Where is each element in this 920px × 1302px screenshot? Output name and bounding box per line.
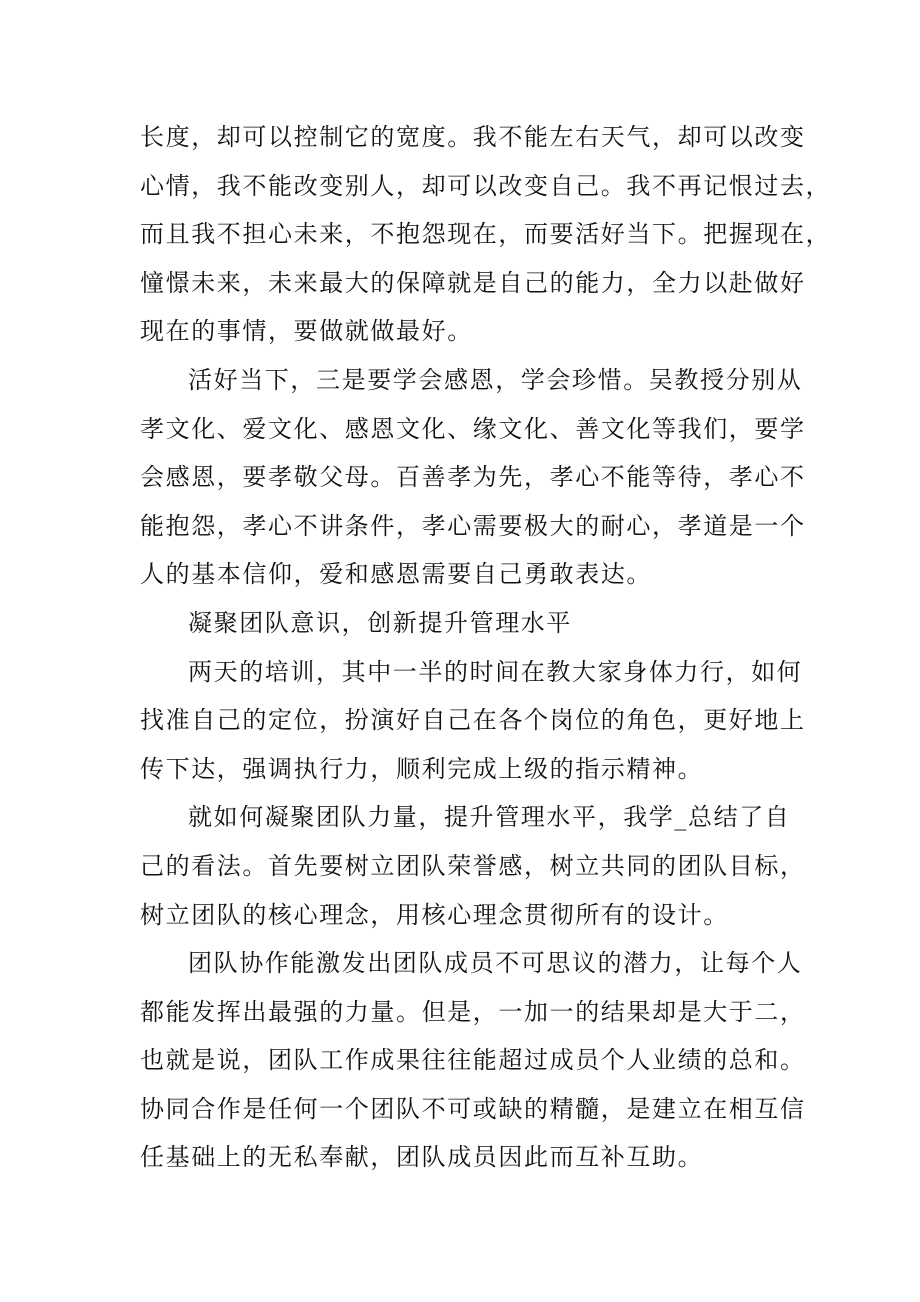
text-line: 传下达，强调执行力，顺利完成上级的指示精神。: [140, 754, 704, 783]
text-line: 也就是说，团队工作成果往往能超过成员个人业绩的总和。: [140, 1046, 806, 1075]
text-line: 而且我不担心未来，不抱怨现在，而要活好当下。把握现在，: [140, 220, 832, 249]
text-line: 能抱怨，孝心不讲条件，孝心需要极大的耐心，孝道是一个: [140, 511, 806, 540]
text-line: 长度，却可以控制它的宽度。我不能左右天气，却可以改变: [140, 123, 806, 151]
text-line: 两天的培训，其中一半的时间在教大家身体力行，如何: [188, 657, 803, 686]
text-line: 找准自己的定位，扮演好自己在各个岗位的角色，更好地上: [140, 706, 806, 735]
text-line: 团队协作能激发出团队成员不可思议的潜力，让每个人: [188, 949, 803, 978]
text-line: 树立团队的核心理念，用核心理念贯彻所有的设计。: [140, 900, 729, 929]
section-heading: 凝聚团队意识，创新提升管理水平: [188, 608, 572, 637]
text-line: 任基础上的无私奉献，团队成员因此而互补互助。: [140, 1143, 704, 1172]
text-line: 憧憬未来，未来最大的保障就是自己的能力，全力以赴做好: [140, 268, 806, 297]
text-line: 都能发挥出最强的力量。但是，一加一的结果却是大于二，: [140, 997, 806, 1026]
text-line: 就如何凝聚团队力量，提升管理水平，我学_总结了自: [188, 803, 791, 832]
text-line: 孝文化、爱文化、感恩文化、缘文化、善文化等我们，要学: [140, 414, 806, 443]
text-line: 己的看法。首先要树立团队荣誉感，树立共同的团队目标，: [140, 851, 806, 880]
text-line: 现在的事情，要做就做最好。: [140, 317, 473, 346]
text-line: 人的基本信仰，爱和感恩需要自己勇敢表达。: [140, 560, 652, 589]
text-line: 会感恩，要孝敬父母。百善孝为先，孝心不能等待，孝心不: [140, 463, 806, 492]
text-line: 活好当下，三是要学会感恩，学会珍惜。吴教授分别从: [188, 365, 803, 394]
document-body: [140, 113, 832, 1182]
text-line: 心情，我不能改变别人，却可以改变自己。我不再记恨过去，: [140, 171, 832, 200]
text-line: 协同合作是任何一个团队不可或缺的精髓，是建立在相互信: [140, 1094, 806, 1123]
